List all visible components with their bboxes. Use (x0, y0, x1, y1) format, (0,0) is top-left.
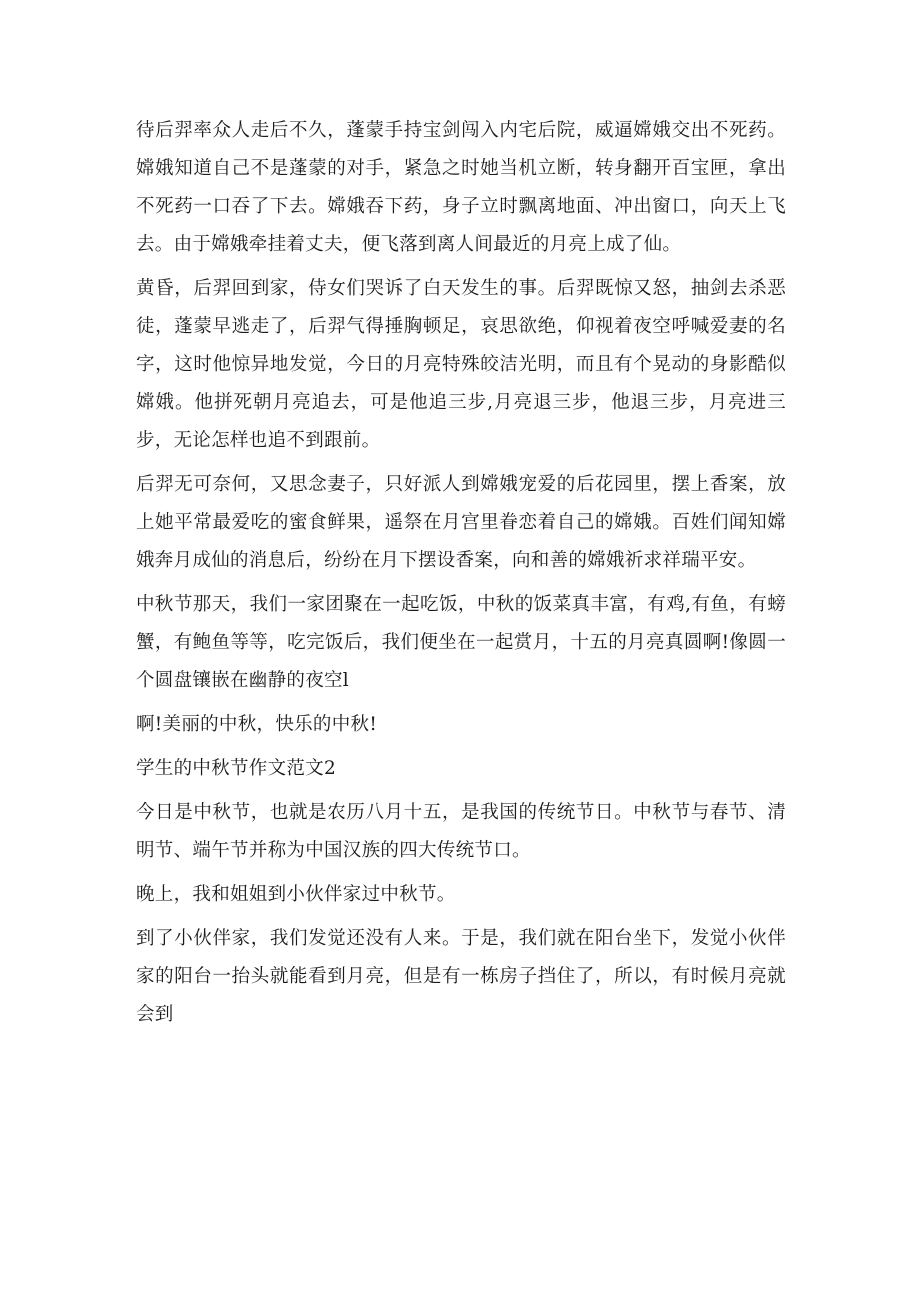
essay-heading: 学生的中秋节作文范文2 (136, 758, 337, 779)
paragraph-family-dinner: 中秋节那天，我们一家团聚在一起吃饭，中秋的饭菜真丰富，有鸡,有鱼，有螃蟹，有鲍鱼等等，吃完饭后，我们便坐在一起赏月，十五的月亮真圆啊!像圆一个圆盘镶嵌在幽静的夜空l (136, 594, 786, 691)
paragraph-hou-yi-returns: 黄昏，后羿回到家，侍女们哭诉了白天发生的事。后羿既惊又怒，抽剑去杀恶徒，蓬蒙早逃走了，后羿气得捶胸顿足，哀思欲绝，仰视着夜空呼喊爱妻的名字，这时他惊异地发觉，今日的月亮特殊皎洁光明，而且有个晃动的身影酷似嫦娥。他拼死朝月亮追去，可是他追三步,月亮退三步，他退三步，月亮进三步，无论怎样也追不到跟前。 (136, 278, 786, 451)
paragraph-evening: 晚上，我和姐姐到小伙伴家过中秋节。 (136, 884, 456, 905)
paragraph-festival-intro: 今日是中秋节，也就是农历八月十五，是我国的传统节日。中秋节与春节、清明节、端午节并称为中国汉族的四大传统节口。 (136, 802, 786, 861)
paragraph-friend-home: 到了小伙伴家，我们发觉还没有人来。于是，我们就在阳台坐下，发觉小伙伴家的阳台一抬头就能看到月亮，但是有一栋房子挡住了，所以，有时候月亮就会到 (136, 928, 786, 1025)
paragraph-exclamation: 啊!美丽的中秋，快乐的中秋! (136, 714, 378, 735)
paragraph-chang-e-flight: 待后羿率众人走后不久，蓬蒙手持宝剑闯入内宅后院，威逼嫦娥交出不死药。嫦娥知道自己不是蓬蒙的对手，紧急之时她当机立断，转身翻开百宝匣，拿出不死药一口吞了下去。嫦娥吞下药，身子立时飘离地面、冲出窗口，向天上飞去。由于嫦娥牵挂着丈夫，便飞落到离人间最近的月亮上成了仙。 (136, 120, 786, 255)
document-body (136, 112, 786, 1040)
paragraph-moon-worship: 后羿无可奈何，又思念妻子，只好派人到嫦娥宠爱的后花园里，摆上香案，放上她平常最爱吃的蜜食鲜果，遥祭在月宫里眷恋着自己的嫦娥。百姓们闻知嫦娥奔月成仙的消息后，纷纷在月下摆设香案，向和善的嫦娥祈求祥瑞平安。 (136, 474, 786, 571)
